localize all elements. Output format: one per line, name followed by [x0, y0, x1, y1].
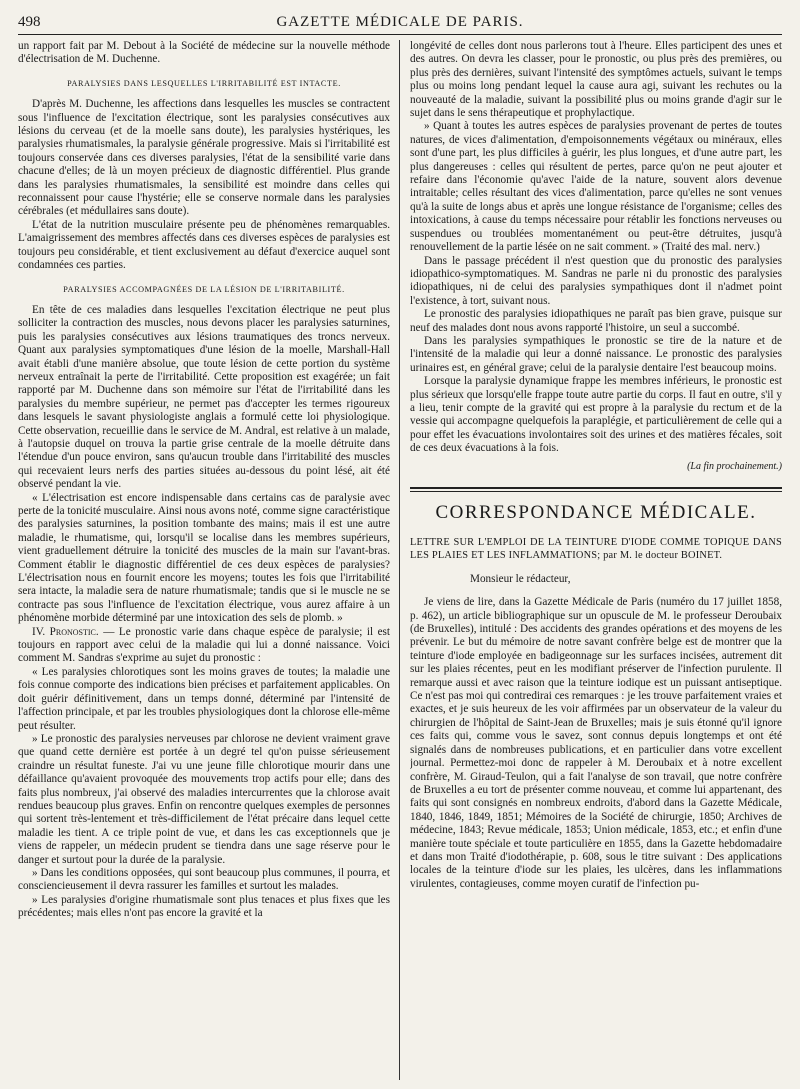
paragraph-pronostic	[18, 626, 390, 666]
paragraph: Dans le passage précédent il n'est question que du pronostic des paralysies idiopathico-symptomatiques. M. Sandras ne parle ni du pronostic des paralysies idiopathiques, ni de celui des paralysies sympathiques dont il n'admet point l'existence, à tort, suivant nous.	[410, 254, 782, 307]
paragraph: » Le pronostic des paralysies nerveuses par chlorose ne devient vraiment grave que quand cette dernière est portée à un degré tel qu'on puisse sérieusement craindre un résultat funeste. J'ai vu une jeune fille chlorotique mourir dans une défaillance qu'avaient provoquée des mouvements trop actifs pour elle; dans des faits plus nombreux, j'ai observé des maladies intercurrentes que la chlorose avait rendues beaucoup plus graves. Enfin on rencontre quelques exemples de personnes qui sortent très-lentement et très-difficilement de l'état précaire dans lequel cette maladie les tient. A ce triple point de vue, et dans les cas exceptionnels que je viens de rappeler, un médecin prudent se tiendra dans une sage réserve pour le danger et surtout pour la durée de la paralysie.	[18, 732, 390, 866]
paragraph: En tête de ces maladies dans lesquelles l'excitation électrique ne peut plus solliciter la contraction des muscles, nous devons placer les paralysies saturnines, puis les paralysies consécutives aux lésions traumatiques des troncs nerveux. Quant aux paralysies symptomatiques d'une lésion de la moelle, Marshall-Hall avait établi d'une manière absolue, que toute lésion de cette portion du système nerveux entraînait la perte de l'irritabilité. Cette proposition est exagérée; un fait rapporté par M. Duchenne dans son mémoire sur l'état de l'irritabilité dans les paralysies du membre supérieur, ne permet pas d'accepter les termes rigoureux dans lesquels le savant physiologiste anglais a formulé cette loi physiologique. Cette observation, recueillie dans le service de M. Andral, est relative à un malade, à l'autopsie duquel on trouva la partie grise centrale de la moelle détruite dans l'étendue d'un pouce environ, sans qu'aucun trouble dans l'irritabilité des muscles qui recevaient leurs nerfs des parties situées au-dessous du point lésé, ait été observé pendant la vie.	[18, 303, 390, 491]
section-heading-lesion: PARALYSIES ACCOMPAGNÉES DE LA LÉSION DE L'IRRITABILITÉ.	[63, 284, 345, 294]
paragraph: D'après M. Duchenne, les affections dans lesquelles les muscles se contractent sous l'influence de l'excitation électrique, sont les paralysies consécutives aux lésions du cerveau (et de la moelle sans doute), les paralysies hystériques, les paralysies rhumatismales, la paralysie générale progressive. Mais si l'irritabilité est toujours conservée dans ces diverses paralysies, l'état de la sensibilité varie dans chacune d'elles; de là un moyen précieux de diagnostic différentiel. Plus grande dans les paralysies rhumatismales, la sensibilité est moindre dans celles qui reconnaissent pour cause l'hystérie; elle se conserve normale dans les paralysies cérébrales (et médullaires sans doute).	[18, 98, 390, 218]
page-number: 498	[18, 14, 41, 30]
running-title: GAZETTE MÉDICALE DE PARIS.	[276, 14, 524, 30]
paragraph: Dans les paralysies sympathiques le pronostic se tire de la nature et de l'intensité de la maladie qui leur a donné naissance. Le pronostic des paralysies urinaires est, en général grave; celui de la paralysie dentaire l'est beaucoup moins.	[410, 334, 782, 374]
letter-title: LETTRE SUR L'EMPLOI DE LA TEINTURE D'IODE COMME TOPIQUE DANS LES PLAIES ET LES INFLAMMATIONS; par M. le docteur BOINET.	[410, 537, 782, 562]
paragraph: » Quant à toutes les autres espèces de paralysies provenant de pertes de toutes natures, de vices d'alimentation, d'empoisonnements végétaux ou minéraux, elles sont d'une part, les plus difficiles à guérir, les plus longues, et d'une autre part, les plus dangereuses : celles qui résultent de pertes, parce qu'on ne peut ajouter et refaire dans l'économie qu'avec l'aide de la nature, souvent alors devenue intraitable; celles résultant des vices d'alimentation, parce qu'elles ne sont venues qu'à la suite de longs abus et après une longue résistance de l'organisme; celles des intoxications, à cause du temps nécessaire pour rétablir les fonctions nerveuses ou suspendues ou troublées momentanément ou peut-être détruites, jusqu'à renouvellement de la partie lésée on ne sait comment. » (Traité des mal. nerv.)	[410, 120, 782, 254]
salutation: Monsieur le rédacteur,	[470, 572, 571, 585]
section-heading-intact: PARALYSIES DANS LESQUELLES L'IRRITABILITÉ EST INTACTE.	[67, 78, 341, 88]
paragraph: Je viens de lire, dans la Gazette Médicale de Paris (numéro du 17 juillet 1858, p. 462), un article bibliographique sur un opuscule de M. le professeur Deroubaix (de Bruxelles), intitulé : Des accidents des grandes opérations et des moyens de les prévenir. Le but du mémoire de notre savant confrère belge est de montrer que la teinture d'iode employée en badigeonnage sur les surfaces incisées, autrement dit sur les plaies récentes, peut en les modifiant préserver de l'infection purulente. Il remarque aussi et avec raison que la teinture iodique est un puissant antiseptique. Ce n'est pas moi qui contredirai ces remarques : je les trouve parfaitement vraies et exactes, et je suis heureux de les voir affirmées par un observateur de la valeur du chirurgien de l'hôpital de Saint-Jean de Bruxelles; mais je suis étonné qu'il ignore ces faits qui, comme vous le savez, sont connus depuis longtemps et ont été signalés dans de nombreuses publications, et en particulier dans votre excellent journal. Permettez-moi donc de rappeler à M. Deroubaix et à notre excellent confrère, M. Giraud-Teulon, qui a fait l'analyse de son travail, que notre confrère de Bruxelles a eu tort de présenter comme nouveau, et comme lui appartenant, des faits qui sont consignés en nombreux endroits, d'abord dans la Gazette Médicale, 1840, 1846, 1849, 1851; Mémoires de la Société de chirurgie, 1850; Archives de médecine, 1843; Revue médicale, 1853; Union médicale, 1853, etc.; et enfin d'une manière toute spéciale et toute particulière en 1855, dans la Gazette hebdomadaire et dans mon Traité d'iodothérapie, p. 608, sous le titre suivant : Des applications locales de la teinture d'iode sur les plaies, les ulcères, dans les inflammations virulentes, contagieuses, comme moyen curatif de l'infection pu-	[410, 596, 782, 890]
pronostic-text: — Le pronostic varie dans chaque espèce de paralysie; il est toujours en rapport avec celui de la maladie qui lui a donné naissance. Voici comment M. Sandras s'exprime au sujet du pronostic :	[18, 625, 390, 665]
page-header	[18, 12, 782, 35]
right-column	[410, 40, 782, 1080]
section-rule-thin	[410, 491, 782, 492]
paragraph: » Les paralysies d'origine rhumatismale sont plus tenaces et plus fixes que les précédentes; mais elles n'ont pas encore la gravité et la	[18, 893, 390, 920]
paragraph: Le pronostic des paralysies idiopathiques ne paraît pas bien grave, puisque sur neuf des malades dont nous avons rapporté l'histoire, un seul a succombé.	[410, 308, 782, 334]
to-be-continued: (La fin prochainement.)	[687, 460, 782, 472]
columns	[18, 40, 782, 1080]
paragraph: » Dans les conditions opposées, qui sont beaucoup plus communes, il pourra, et consciencieusement il devra rassurer les familles et surtout les malades.	[18, 866, 390, 893]
pronostic-label: IV. Pronostic.	[32, 625, 99, 638]
paragraph: Lorsque la paralysie dynamique frappe les membres inférieurs, le pronostic est plus sérieux que lorsqu'elle frappe toute autre partie du corps. Il faut en outre, s'il y a lieu, tenir compte de la gravité qui est propre à la paralysie du rectum et de la vessie qui accompagne quelquefois la paraplégie, et particulièrement de celle qui a pour effet les évacuations involontaires soit des urines et des matières fécales, soit de ces deux évacuations à la fois.	[410, 375, 782, 455]
paragraph: L'état de la nutrition musculaire présente peu de phénomènes remarquables. L'amaigrissement des membres affectés dans ces diverses espèces de paralysies est toujours peu considérable, et tient exclusivement au défaut d'exercice auquel sont condamnées ces parties.	[18, 218, 390, 272]
newspaper-page	[18, 12, 782, 1080]
left-column	[18, 40, 390, 1080]
paragraph: longévité de celles dont nous parlerons tout à l'heure. Elles participent des unes et des autres. On devra les classer, pour le pronostic, ou plus près des premières, ou plus près des dernières, suivant l'intensité des symptômes actuels, suivant le temps plus ou moins long pendant lequel la cause aura agi, suivant les rechutes ou la nouveauté de la maladie, suivant la possibilité plus ou moins grande d'agir sur le sujet dans le sens thérapeutique et prophylactique.	[410, 40, 782, 120]
section-title: CORRESPONDANCE MÉDICALE.	[435, 502, 757, 523]
section-rule	[410, 487, 782, 489]
paragraph: « L'électrisation est encore indispensable dans certains cas de paralysie avec perte de la tonicité musculaire. Ainsi nous avons noté, comme signe caractéristique des paralysies saturnines, la position tombante des mains; mais il est une autre maladie, le rhumatisme, qui, lorsqu'il se localise dans les membres supérieurs, vient graduellement détruire la tonicité des muscles de la main sur l'avant-bras. Comment établir le diagnostic différentiel de ces deux espèces de paralysies? L'électrisation nous en fournit encore les moyens; toutes les fois que l'irritabilité sera intacte, la maladie sera de nature rhumatismale; tandis que si le muscle ne se contracte pas sous l'influence de l'excitation électrique, vous aurez affaire à un phénomène morbide déterminé par une intoxication des sels de plomb. »	[18, 491, 390, 625]
paragraph: « Les paralysies chlorotiques sont les moins graves de toutes; la maladie une fois connue comporte des indications bien précises et parfaitement applicables. On doit guérir définitivement, dans un temps donné, déterminé par l'intensité de l'affection principale, et par les troubles physiologiques dont la chlorose elle-même peut résulter.	[18, 665, 390, 732]
paragraph-intro: un rapport fait par M. Debout à la Société de médecine sur la nouvelle méthode d'électrisation de M. Duchenne.	[18, 40, 390, 66]
